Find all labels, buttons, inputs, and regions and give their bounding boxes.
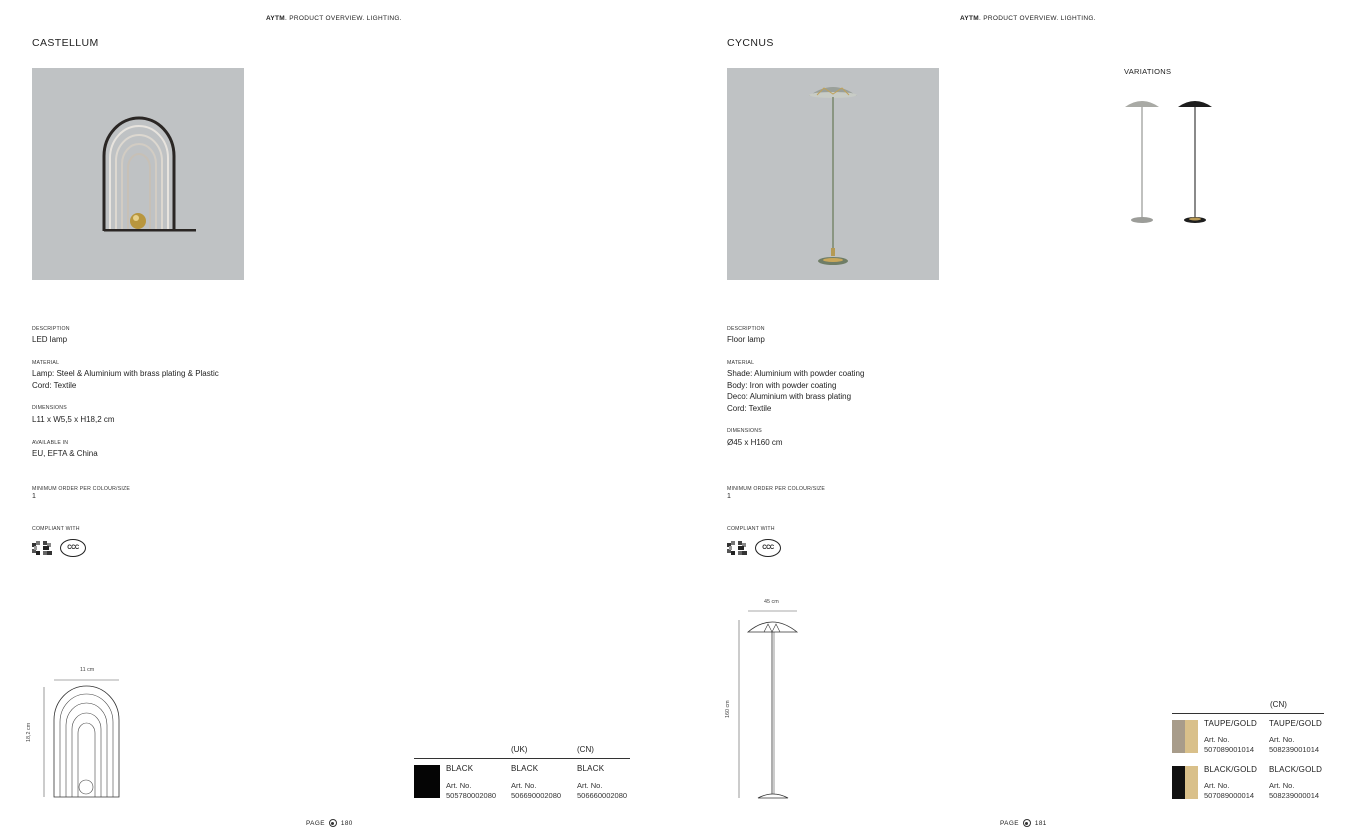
available-label: AVAILABLE IN	[32, 440, 69, 446]
ccc-mark-icon: CCC	[60, 539, 86, 557]
art-no-cell	[446, 781, 496, 800]
colour-swatch-taupe-gold	[1172, 720, 1198, 753]
castellum-lamp-image	[32, 68, 244, 280]
art-no-label: Art. No.	[511, 781, 537, 790]
variant-name: BLACK/GOLD	[1269, 765, 1323, 774]
product-title: CASTELLUM	[32, 37, 99, 49]
material-value	[32, 368, 219, 391]
cycnus-technical-drawing	[734, 606, 804, 802]
dimensions-label: DIMENSIONS	[727, 428, 762, 434]
swatch-half	[1185, 720, 1198, 753]
art-no-value: 507089001014	[1204, 744, 1255, 754]
product-photo	[727, 68, 939, 280]
material-value	[727, 368, 864, 414]
art-no-cell	[511, 781, 561, 800]
art-no-value: 505780002080	[446, 790, 497, 800]
brand-name: AYTM	[266, 15, 286, 22]
art-no-cell	[1269, 735, 1319, 754]
material-label: MATERIAL	[32, 360, 60, 366]
variant-name: BLACK/GOLD	[1204, 765, 1258, 774]
footer-label: PAGE	[306, 819, 325, 827]
table-col-uk: (UK)	[511, 745, 528, 754]
material-line: Lamp: Steel & Aluminium with brass plating & Plastic	[32, 369, 219, 378]
variant-name: BLACK	[511, 764, 539, 773]
variant-name: TAUPE/GOLD	[1269, 719, 1322, 728]
art-no-cell	[1204, 781, 1254, 800]
art-no-cell	[1269, 781, 1319, 800]
header-subtitle: . PRODUCT OVERVIEW. LIGHTING.	[979, 15, 1096, 22]
moq-value: 1	[727, 493, 731, 500]
moq-value: 1	[32, 493, 36, 500]
page-footer	[1000, 819, 1047, 827]
material-line: Deco: Aluminium with brass plating	[727, 392, 852, 401]
material-line: Cord: Textile	[32, 380, 77, 390]
castellum-technical-drawing	[40, 675, 125, 803]
art-no-value: 506660002080	[577, 790, 628, 800]
swatch-half	[1172, 720, 1185, 753]
table-rule	[414, 758, 630, 759]
table-rule	[1172, 713, 1324, 714]
dimensions-value: L11 x W5,5 x H18,2 cm	[32, 415, 115, 424]
art-no-value: 508239000014	[1269, 790, 1320, 800]
table-col-cn: (CN)	[577, 745, 594, 754]
art-no-value: 508239001014	[1269, 744, 1320, 754]
right-page-header	[960, 15, 1096, 22]
moq-label: MINIMUM ORDER PER COLOUR/SIZE	[32, 486, 131, 492]
page-number: 181	[1034, 819, 1047, 827]
colour-swatch-black	[414, 765, 440, 798]
material-line: Cord: Textile	[727, 403, 772, 413]
drawing-width-label: 45 cm	[764, 599, 779, 605]
description-label: DESCRIPTION	[727, 326, 765, 332]
product-title: CYCNUS	[727, 37, 774, 49]
drawing-height-label: 160 cm	[725, 700, 731, 718]
variations-label: VARIATIONS	[1124, 67, 1172, 76]
art-no-value: 506690002080	[511, 790, 562, 800]
description-label: DESCRIPTION	[32, 326, 70, 332]
material-line: Shade: Aluminium with powder coating	[727, 369, 865, 378]
art-no-value: 507089000014	[1204, 790, 1255, 800]
variation-taupe-gold	[1125, 101, 1159, 223]
drawing-width-label: 11 cm	[80, 667, 95, 673]
art-no-label: Art. No.	[1269, 781, 1295, 790]
art-no-label: Art. No.	[577, 781, 603, 790]
variant-name: BLACK	[446, 764, 474, 773]
dimensions-value: Ø45 x H160 cm	[727, 438, 783, 447]
art-no-label: Art. No.	[1204, 781, 1230, 790]
left-page-header	[266, 15, 402, 22]
table-col-cn: (CN)	[1270, 700, 1287, 709]
variant-name: TAUPE/GOLD	[1204, 719, 1257, 728]
product-photo	[32, 68, 244, 280]
ce-mark-icon	[32, 541, 54, 555]
description-value: LED lamp	[32, 335, 68, 344]
ccc-mark-icon: CCC	[755, 539, 781, 557]
art-no-label: Art. No.	[1269, 735, 1295, 744]
footer-label: PAGE	[1000, 819, 1019, 827]
description-value: Floor lamp	[727, 335, 765, 344]
page-number: 180	[340, 819, 353, 827]
brand-name: AYTM	[960, 15, 980, 22]
footer-logo-icon	[329, 819, 337, 827]
art-no-label: Art. No.	[446, 781, 472, 790]
material-label: MATERIAL	[727, 360, 755, 366]
variation-black-gold	[1178, 101, 1212, 223]
available-value: EU, EFTA & China	[32, 449, 98, 458]
compliant-label: COMPLIANT WITH	[32, 526, 80, 532]
art-no-cell	[1204, 735, 1254, 754]
drawing-height-label: 18,2 cm	[26, 722, 32, 742]
variations-images	[1120, 95, 1220, 230]
header-subtitle: . PRODUCT OVERVIEW. LIGHTING.	[285, 15, 402, 22]
page-footer	[306, 819, 353, 827]
art-no-cell	[577, 781, 627, 800]
certification-marks	[32, 539, 86, 557]
colour-swatch-black-gold	[1172, 766, 1198, 799]
moq-label: MINIMUM ORDER PER COLOUR/SIZE	[727, 486, 826, 492]
cycnus-lamp-image	[727, 68, 939, 280]
material-line: Body: Iron with powder coating	[727, 380, 837, 390]
compliant-label: COMPLIANT WITH	[727, 526, 775, 532]
ce-mark-icon	[727, 541, 749, 555]
swatch-half	[1172, 766, 1185, 799]
dimensions-label: DIMENSIONS	[32, 405, 67, 411]
swatch-half	[1185, 766, 1198, 799]
art-no-label: Art. No.	[1204, 735, 1230, 744]
variant-name: BLACK	[577, 764, 605, 773]
certification-marks	[727, 539, 781, 557]
footer-logo-icon	[1023, 819, 1031, 827]
